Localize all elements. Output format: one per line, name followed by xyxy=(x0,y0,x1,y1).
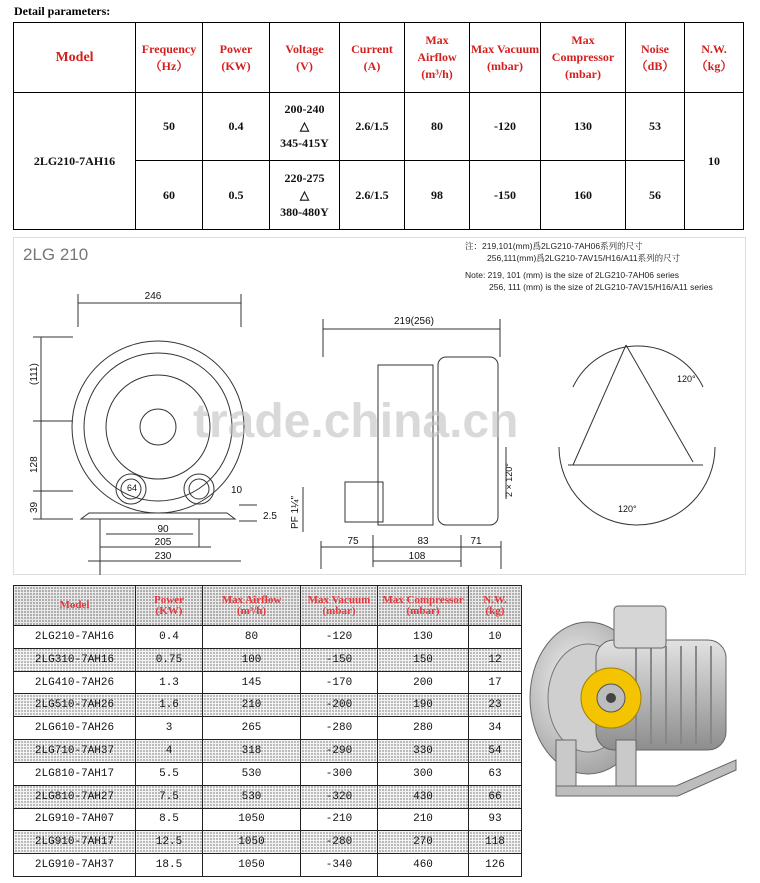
series-model: 2LG510-7AH26 xyxy=(14,694,136,717)
series-nw: 63 xyxy=(469,762,522,785)
dim-83: 83 xyxy=(417,536,429,547)
series-airflow: 1050 xyxy=(203,854,301,877)
series-airflow: 210 xyxy=(203,694,301,717)
series-power: 3 xyxy=(136,717,203,740)
spec-header-airflow: Max Airflow (m³/h) xyxy=(405,23,470,93)
dim-2-5: 2.5 xyxy=(263,511,277,522)
series-vacuum: -300 xyxy=(301,762,378,785)
spec-header-nw: N.W. （kg） xyxy=(685,23,744,93)
series-header-airflow: Max Airflow (m³/h) xyxy=(203,586,301,626)
series-airflow: 100 xyxy=(203,648,301,671)
blower-product-photo xyxy=(526,590,756,820)
spec-table xyxy=(13,22,744,230)
series-compressor: 210 xyxy=(378,808,469,831)
series-model: 2LG910-7AH37 xyxy=(14,854,136,877)
series-airflow: 530 xyxy=(203,762,301,785)
series-row xyxy=(14,831,522,854)
spec-voltage: 220-275 △ 380-480Y xyxy=(270,161,340,230)
spec-vacuum: -150 xyxy=(470,161,541,230)
dim-205: 205 xyxy=(154,537,172,548)
series-model: 2LG310-7AH16 xyxy=(14,648,136,671)
series-compressor: 300 xyxy=(378,762,469,785)
spec-frequency: 60 xyxy=(136,161,203,230)
spec-header-row xyxy=(14,23,744,93)
series-row xyxy=(14,854,522,877)
dim-108: 108 xyxy=(408,551,426,562)
series-nw: 12 xyxy=(469,648,522,671)
spec-header-frequency: Frequency （Hz） xyxy=(136,23,203,93)
spec-voltage: 200-240 △ 345-415Y xyxy=(270,93,340,161)
series-header-row xyxy=(14,586,522,626)
series-model: 2LG810-7AH27 xyxy=(14,785,136,808)
series-model: 2LG710-7AH37 xyxy=(14,740,136,763)
series-row xyxy=(14,808,522,831)
spec-power: 0.4 xyxy=(203,93,270,161)
spec-row xyxy=(14,93,744,161)
spec-airflow: 98 xyxy=(405,161,470,230)
series-row xyxy=(14,785,522,808)
series-model: 2LG610-7AH26 xyxy=(14,717,136,740)
series-vacuum: -290 xyxy=(301,740,378,763)
series-row xyxy=(14,717,522,740)
series-compressor: 280 xyxy=(378,717,469,740)
dim-pf: PF 1¼" xyxy=(290,495,301,529)
dim-128: 128 xyxy=(29,456,40,473)
dim-39: 39 xyxy=(29,501,40,513)
dim-246: 246 xyxy=(144,291,162,302)
dim-219: 219(256) xyxy=(393,316,435,327)
series-header-power: Power (KW) xyxy=(136,586,203,626)
series-airflow: 1050 xyxy=(203,831,301,854)
series-model: 2LG910-7AH17 xyxy=(14,831,136,854)
spec-noise: 53 xyxy=(626,93,685,161)
series-power: 8.5 xyxy=(136,808,203,831)
spec-current: 2.6/1.5 xyxy=(340,93,405,161)
series-nw: 23 xyxy=(469,694,522,717)
spec-header-vacuum: Max Vacuum (mbar) xyxy=(470,23,541,93)
spec-vacuum: -120 xyxy=(470,93,541,161)
series-vacuum: -120 xyxy=(301,626,378,649)
series-vacuum: -210 xyxy=(301,808,378,831)
series-header-nw: N.W. (kg) xyxy=(469,586,522,626)
dim-111: (111) xyxy=(29,363,40,385)
dim-71: 71 xyxy=(470,536,482,547)
spec-header-noise: Noise （dB） xyxy=(626,23,685,93)
spec-model: 2LG210-7AH16 xyxy=(14,93,136,230)
series-model: 2LG410-7AH26 xyxy=(14,671,136,694)
spec-header-current: Current (A) xyxy=(340,23,405,93)
dimension-drawing xyxy=(13,237,746,575)
spec-header-voltage: Voltage (V) xyxy=(270,23,340,93)
series-vacuum: -200 xyxy=(301,694,378,717)
series-power: 1.6 xyxy=(136,694,203,717)
series-power: 4 xyxy=(136,740,203,763)
series-vacuum: -340 xyxy=(301,854,378,877)
series-model: 2LG810-7AH17 xyxy=(14,762,136,785)
series-vacuum: -280 xyxy=(301,831,378,854)
section-title: Detail parameters: xyxy=(14,4,111,18)
series-vacuum: -320 xyxy=(301,785,378,808)
series-compressor: 200 xyxy=(378,671,469,694)
series-table xyxy=(13,585,522,877)
series-power: 7.5 xyxy=(136,785,203,808)
note-cn-1: 注：219,101(mm)爲2LG210-7AH06系列的尺寸 xyxy=(465,241,643,251)
series-compressor: 330 xyxy=(378,740,469,763)
series-row xyxy=(14,648,522,671)
series-header-vacuum: Max Vacuum (mbar) xyxy=(301,586,378,626)
note-cn-2: 256,111(mm)爲2LG210-7AV15/H16/A11系列的尺寸 xyxy=(487,253,681,263)
series-model: 2LG210-7AH16 xyxy=(14,626,136,649)
series-header-compressor: Max Compressor (mbar) xyxy=(378,586,469,626)
series-nw: 66 xyxy=(469,785,522,808)
spec-compressor: 160 xyxy=(541,161,626,230)
series-compressor: 190 xyxy=(378,694,469,717)
series-row xyxy=(14,626,522,649)
series-nw: 126 xyxy=(469,854,522,877)
series-nw: 54 xyxy=(469,740,522,763)
series-compressor: 460 xyxy=(378,854,469,877)
series-model: 2LG910-7AH07 xyxy=(14,808,136,831)
series-airflow: 145 xyxy=(203,671,301,694)
series-vacuum: -280 xyxy=(301,717,378,740)
series-power: 18.5 xyxy=(136,854,203,877)
series-nw: 118 xyxy=(469,831,522,854)
spec-noise: 56 xyxy=(626,161,685,230)
series-nw: 17 xyxy=(469,671,522,694)
series-airflow: 80 xyxy=(203,626,301,649)
series-row xyxy=(14,740,522,763)
series-power: 1.3 xyxy=(136,671,203,694)
series-airflow: 1050 xyxy=(203,808,301,831)
series-nw: 34 xyxy=(469,717,522,740)
dim-64: 64 xyxy=(127,483,138,493)
spec-nw: 10 xyxy=(685,93,744,230)
series-nw: 10 xyxy=(469,626,522,649)
series-nw: 93 xyxy=(469,808,522,831)
series-airflow: 530 xyxy=(203,785,301,808)
spec-header-power: Power (KW) xyxy=(203,23,270,93)
dim-angle-c: 120° xyxy=(618,504,637,514)
dim-230: 230 xyxy=(154,551,172,562)
spec-current: 2.6/1.5 xyxy=(340,161,405,230)
spec-power: 0.5 xyxy=(203,161,270,230)
spec-airflow: 80 xyxy=(405,93,470,161)
dim-angle-b: 2 × 120° xyxy=(504,463,514,497)
series-header-model: Model xyxy=(14,586,136,626)
spec-frequency: 50 xyxy=(136,93,203,161)
series-compressor: 150 xyxy=(378,648,469,671)
drawing-svg xyxy=(13,237,746,575)
series-body xyxy=(14,626,522,877)
note-en-1: Note: 219, 101 (mm) is the size of 2LG210-7AH06 series xyxy=(465,270,680,280)
dim-angle-a: 120° xyxy=(677,374,696,384)
note-en-2: 256, 111 (mm) is the size of 2LG210-7AV15/H16/A11 series xyxy=(489,282,713,292)
spec-header-model: Model xyxy=(14,23,136,93)
series-row xyxy=(14,671,522,694)
series-vacuum: -150 xyxy=(301,648,378,671)
series-compressor: 130 xyxy=(378,626,469,649)
series-power: 0.75 xyxy=(136,648,203,671)
spec-header-compressor: Max Compressor (mbar) xyxy=(541,23,626,93)
series-power: 12.5 xyxy=(136,831,203,854)
series-compressor: 430 xyxy=(378,785,469,808)
spec-compressor: 130 xyxy=(541,93,626,161)
series-row xyxy=(14,762,522,785)
drawing-title: 2LG 210 xyxy=(23,245,89,264)
series-compressor: 270 xyxy=(378,831,469,854)
series-vacuum: -170 xyxy=(301,671,378,694)
series-power: 0.4 xyxy=(136,626,203,649)
series-airflow: 265 xyxy=(203,717,301,740)
dim-75: 75 xyxy=(347,536,359,547)
dim-10: 10 xyxy=(231,485,243,496)
series-row xyxy=(14,694,522,717)
dim-90: 90 xyxy=(157,524,169,535)
series-airflow: 318 xyxy=(203,740,301,763)
series-power: 5.5 xyxy=(136,762,203,785)
watermark: trade.china.cn xyxy=(193,395,519,448)
